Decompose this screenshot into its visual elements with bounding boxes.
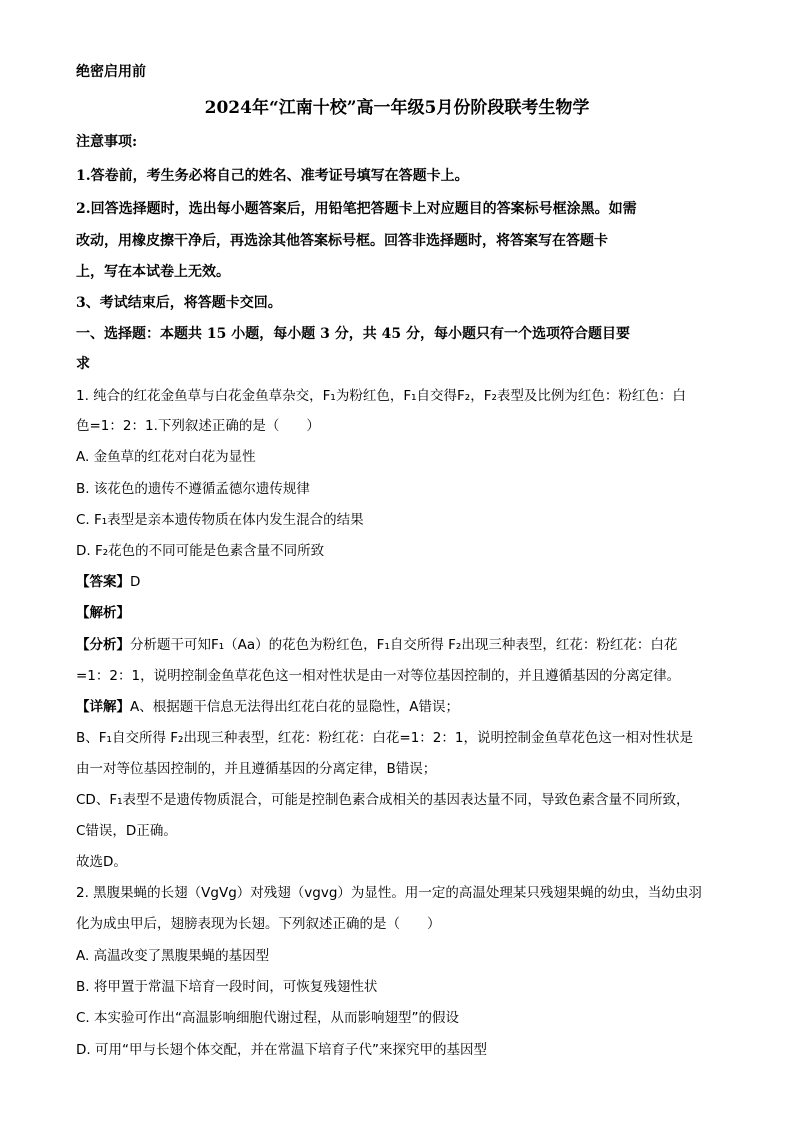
q1-stem-line-1: 1. 纯合的红花金鱼草与白花金鱼草杂交，F₁为粉红色，F₁自交得F₂，F₂表型及比例为红色：粉红色：白 xyxy=(76,388,686,404)
section-heading-line-1: 一、选择题：本题共 15 小题，每小题 3 分，共 45 分，每小题只有一个选项符合题目要 xyxy=(76,326,630,342)
q1-stem-line-2: 色=1：2：1.下列叙述正确的是（ ） xyxy=(76,418,320,434)
page-title: 2024年“江南十校”高一年级5月份阶段联考生物学 xyxy=(204,98,590,118)
notice-item-2-line-1: 2.回答选择题时，选出每小题答案后，用铅笔把答题卡上对应题目的答案标号框涂黑。如需 xyxy=(76,201,637,217)
q1-fenxi-line-2: =1：2：1，说明控制金鱼草花色这一相对性状是由一对等位基因控制的，并且遵循基因的分离定律。 xyxy=(76,668,681,684)
q1-option-b: B. 该花色的遗传不遵循孟德尔遗传规律 xyxy=(76,481,310,497)
q2-option-d: D. 可用“甲与长翅个体交配，并在常温下培育子代”来探究甲的基因型 xyxy=(76,1042,487,1058)
q1-conclusion: 故选D。 xyxy=(76,854,127,870)
q2-stem-line-1: 2. 黑腹果蝇的长翅（VgVg）对残翅（vgvg）为显性。用一定的高温处理某只残翅果蝇的幼虫，当幼虫羽 xyxy=(76,885,702,901)
xiangjie-text: A、根据题干信息无法得出红花白花的显隐性，A错误； xyxy=(130,699,459,715)
q1-analysis-tag: 【解析】 xyxy=(76,605,130,621)
notice-item-1: 1.答卷前，考生务必将自己的姓名、准考证号填写在答题卡上。 xyxy=(76,168,469,184)
q1-answer xyxy=(76,572,718,592)
notice-heading: 注意事项: xyxy=(76,134,138,150)
confidential-label: 绝密启用前 xyxy=(76,64,146,80)
q2-stem-line-2: 化为成虫甲后，翅膀表现为长翅。下列叙述正确的是（ ） xyxy=(76,916,441,932)
q2-option-a: A. 高温改变了黑腹果蝇的基因型 xyxy=(76,948,270,964)
q1-xiangjie-line-3: 由一对等位基因控制的，并且遵循基因的分离定律，B错误； xyxy=(76,761,437,777)
q2-option-c: C. 本实验可作出“高温影响细胞代谢过程，从而影响翅型”的假设 xyxy=(76,1010,459,1026)
xiangjie-tag: 【详解】 xyxy=(76,699,130,715)
answer-value: D xyxy=(130,574,141,590)
notice-item-2-line-3: 上，写在本试卷上无效。 xyxy=(76,264,230,280)
q1-xiangjie-line-1 xyxy=(76,697,718,717)
q1-fenxi-line-1 xyxy=(76,635,718,655)
notice-item-3: 3、考试结束后，将答题卡交回。 xyxy=(76,295,282,311)
q1-option-a: A. 金鱼草的红花对白花为显性 xyxy=(76,449,256,465)
q1-option-c: C. F₁表型是亲本遗传物质在体内发生混合的结果 xyxy=(76,512,364,528)
fenxi-text: 分析题干可知F₁（Aa）的花色为粉红色，F₁自交所得 F₂出现三种表型，红花：粉红花：白花 xyxy=(130,637,678,653)
q1-xiangjie-line-5: C错误，D正确。 xyxy=(76,823,177,839)
q1-option-d: D. F₂花色的不同可能是色素含量不同所致 xyxy=(76,543,325,559)
q1-xiangjie-line-2: B、F₁自交所得 F₂出现三种表型，红花：粉红花：白花=1：2：1，说明控制金鱼草花色这一相对性状是 xyxy=(76,730,693,746)
q1-xiangjie-line-4: CD、F₁表型不是遗传物质混合，可能是控制色素合成相关的基因表达量不同，导致色素含量不同所致， xyxy=(76,792,690,808)
notice-item-2-line-2: 改动，用橡皮擦干净后，再选涂其他答案标号框。回答非选择题时，将答案写在答题卡 xyxy=(76,233,608,249)
answer-tag: 【答案】 xyxy=(76,574,130,590)
fenxi-tag: 【分析】 xyxy=(76,637,130,653)
q2-option-b: B. 将甲置于常温下培育一段时间，可恢复残翅性状 xyxy=(76,979,378,995)
section-heading-line-2: 求 xyxy=(76,356,90,372)
